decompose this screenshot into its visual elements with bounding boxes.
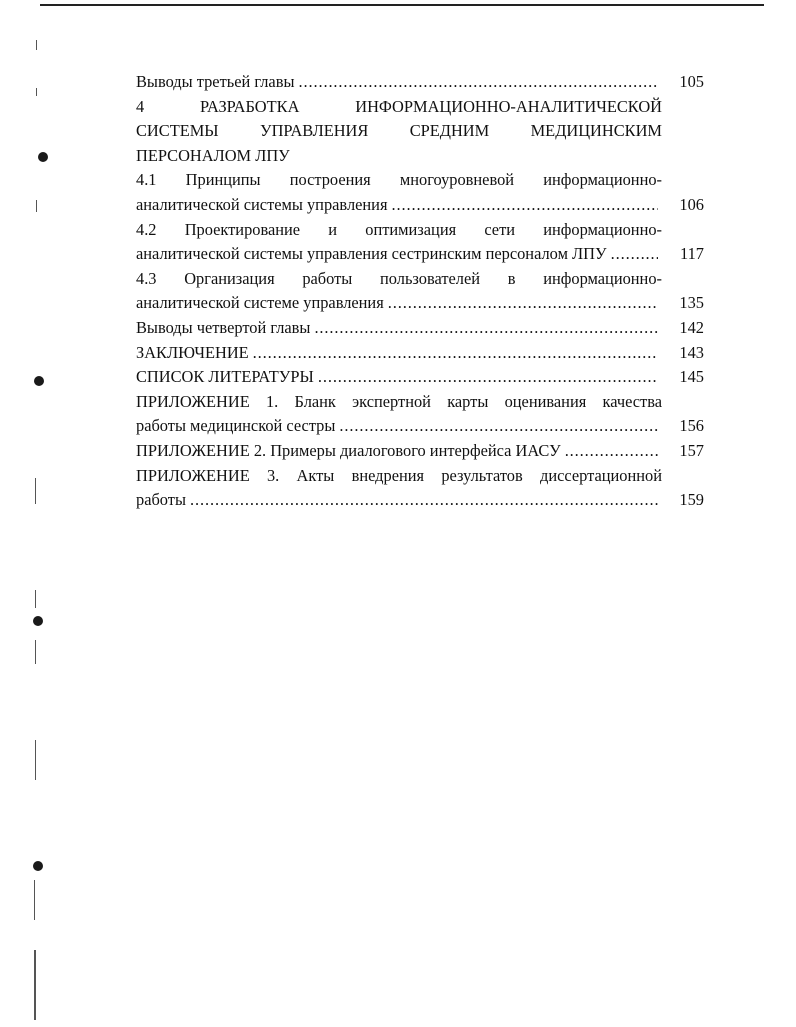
dot-leader (318, 365, 658, 390)
toc-entry-title-line: аналитической системы управления сестринским персоналом ЛПУ (136, 244, 607, 264)
toc-entry[interactable] (136, 341, 704, 366)
toc-page-number: 135 (679, 293, 704, 313)
toc-entry-title: ПРИЛОЖЕНИЕ 2. Примеры диалогового интерфейса ИАСУ (136, 440, 561, 460)
toc-page-number: 157 (679, 440, 704, 460)
scan-mark (36, 200, 37, 212)
scan-mark (35, 740, 36, 780)
toc-entry[interactable] (136, 464, 704, 513)
dot-leader (388, 291, 658, 316)
top-border-line (40, 4, 764, 6)
punch-hole (38, 152, 48, 162)
dot-leader (298, 70, 658, 95)
toc-entry-title: Выводы четвертой главы (136, 317, 311, 337)
toc-entry-title-line: работы (136, 490, 186, 510)
toc-entry-title-line: СИСТЕМЫ УПРАВЛЕНИЯ СРЕДНИМ МЕДИЦИНСКИМ (136, 121, 662, 141)
dot-leader (392, 193, 659, 218)
toc-entry[interactable] (136, 365, 704, 390)
punch-hole (33, 616, 43, 626)
dot-leader (565, 439, 658, 464)
toc-entry-title-line: 4 РАЗРАБОТКА ИНФОРМАЦИОННО-АНАЛИТИЧЕСКОЙ (136, 96, 662, 116)
toc-entry[interactable] (136, 168, 704, 217)
scan-mark (35, 590, 36, 608)
toc-page-number: 117 (680, 244, 704, 264)
scan-mark (34, 880, 35, 920)
scan-mark (35, 640, 36, 664)
punch-hole (34, 376, 44, 386)
toc-page-number: 105 (679, 72, 704, 91)
toc-chapter-heading[interactable] (136, 95, 704, 169)
toc-entry-title-line: 4.3 Организация работы пользователей в информационно- (136, 268, 662, 288)
toc-entry-title: Выводы третьей главы (136, 72, 295, 91)
dot-leader (339, 414, 658, 439)
dot-leader (190, 488, 658, 513)
toc-page-number: 145 (679, 367, 704, 387)
binding-holes (0, 0, 60, 1027)
toc-entry-title-line: 4.1 Принципы построения многоуровневой информационно- (136, 170, 662, 190)
scan-mark (36, 40, 37, 50)
scan-mark (35, 478, 36, 504)
toc-entry-title-line: аналитической системе управления (136, 293, 384, 313)
dot-leader (253, 341, 658, 366)
toc-entry[interactable] (136, 70, 704, 95)
toc-entry[interactable] (136, 316, 704, 341)
toc-entry[interactable] (136, 439, 704, 464)
toc-entry-title-line: 4.2 Проектирование и оптимизация сети информационно- (136, 219, 662, 239)
toc-page-number: 142 (679, 317, 704, 337)
table-of-contents (136, 70, 704, 513)
toc-entry-title-line: аналитической системы управления (136, 194, 388, 214)
toc-page-number: 143 (679, 342, 704, 362)
toc-entry[interactable] (136, 267, 704, 316)
dot-leader (314, 316, 658, 341)
toc-page-number: 156 (679, 416, 704, 436)
toc-entry-title: ЗАКЛЮЧЕНИЕ (136, 342, 249, 362)
toc-entry[interactable] (136, 218, 704, 267)
toc-page-number: 106 (679, 194, 704, 214)
dot-leader (611, 242, 658, 267)
toc-entry-title-line: ПРИЛОЖЕНИЕ 3. Акты внедрения результатов диссертационной (136, 465, 662, 485)
toc-page-number: 159 (679, 490, 704, 510)
scan-mark (36, 88, 37, 96)
punch-hole (33, 861, 43, 871)
toc-entry-title-line: работы медицинской сестры (136, 416, 336, 436)
toc-entry-title-line: ПРИЛОЖЕНИЕ 1. Бланк экспертной карты оценивания качества (136, 391, 662, 411)
toc-entry-title-line: ПЕРСОНАЛОМ ЛПУ (136, 145, 290, 165)
toc-entry[interactable] (136, 390, 704, 439)
toc-entry-title: СПИСОК ЛИТЕРАТУРЫ (136, 367, 314, 387)
scan-mark (34, 950, 36, 1020)
